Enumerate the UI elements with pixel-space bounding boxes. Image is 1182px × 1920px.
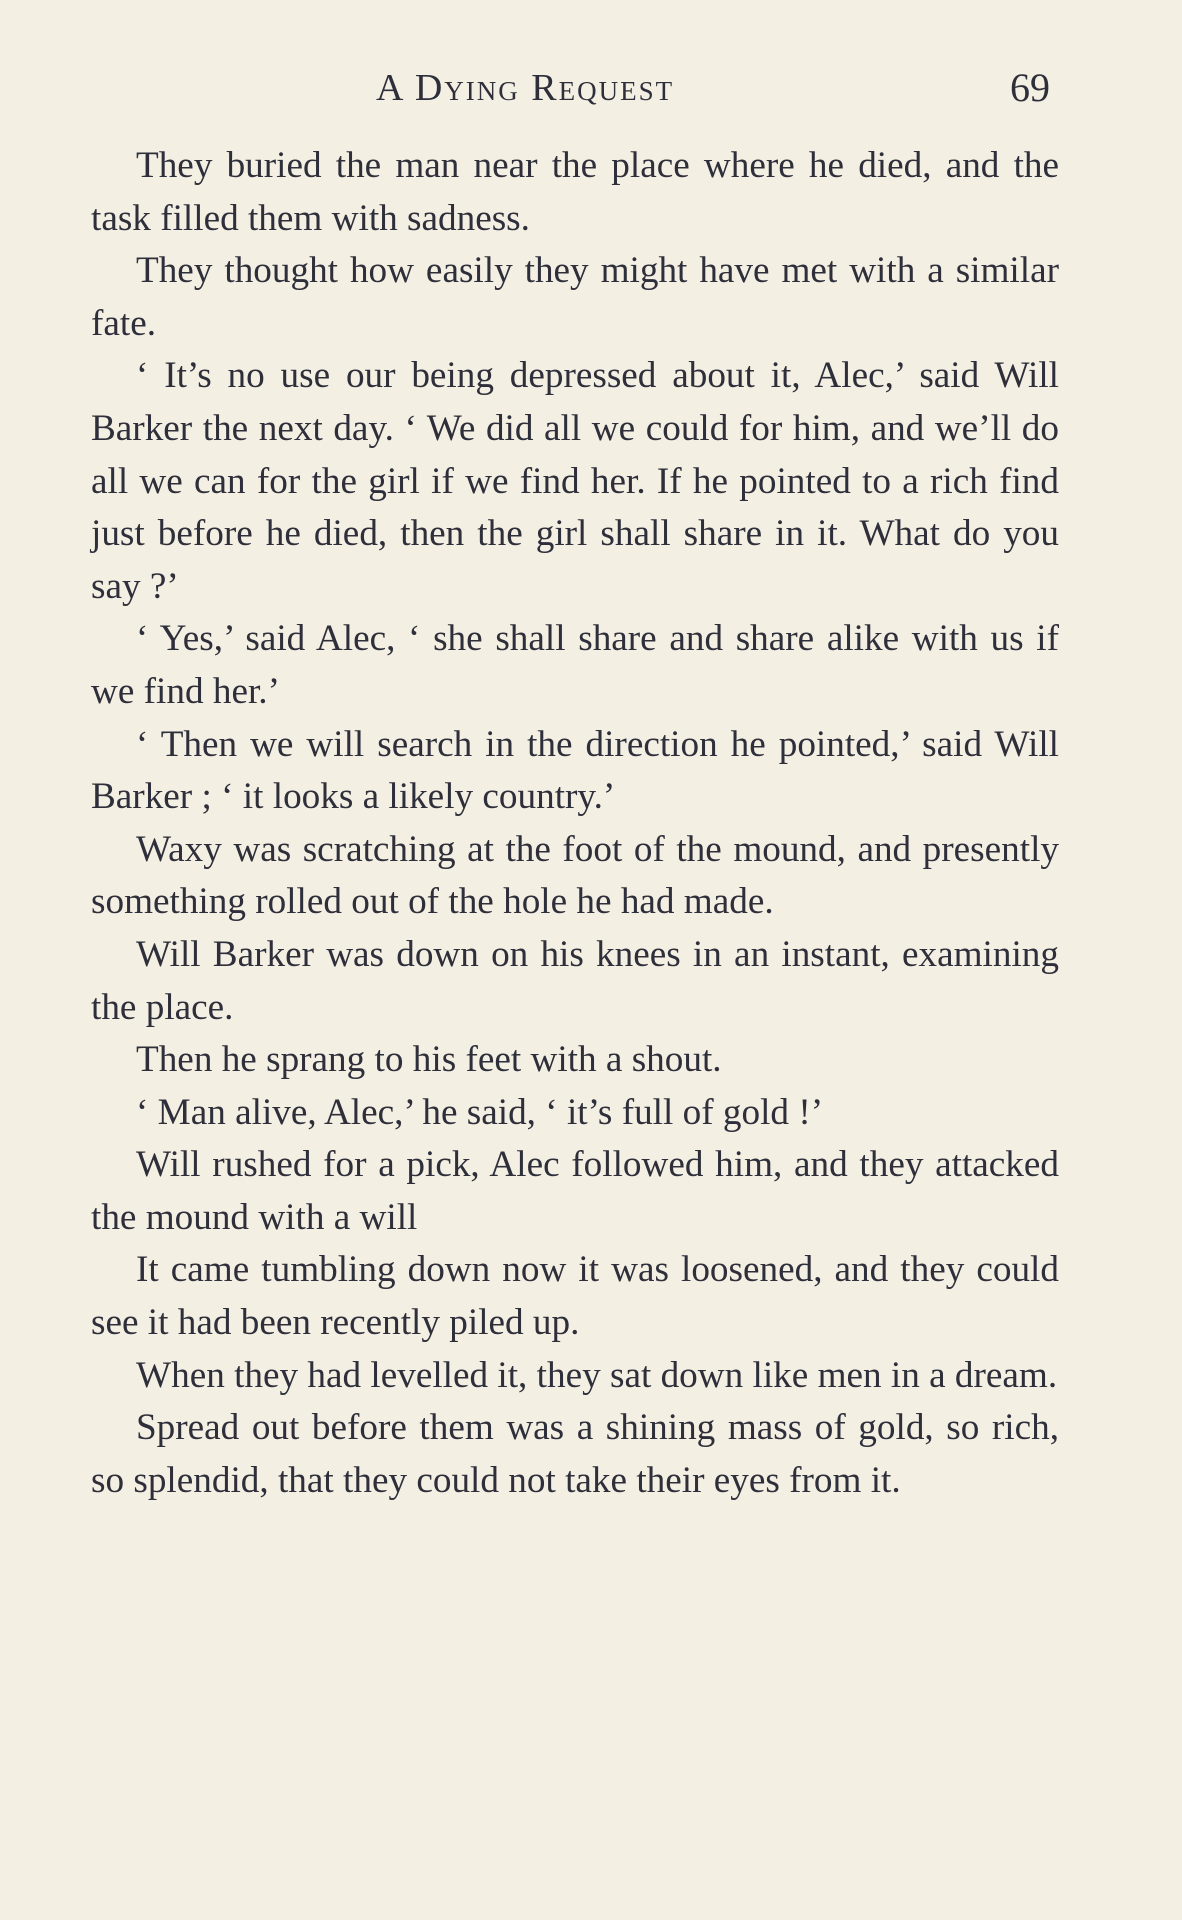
paragraph: Will rushed for a pick, Alec followed him, and they attacked the mound with a will [91, 1144, 1059, 1238]
paragraph: Waxy was scratching at the foot of the mound, and presently something rolled out of the hole he had made. [91, 828, 1059, 923]
body-text [91, 140, 1059, 1507]
running-title: A Dying Request [376, 67, 675, 109]
paragraph: They buried the man near the place where he died, and the task filled them with sadness. [91, 145, 1059, 239]
paragraph: ‘ Then we will search in the direction he pointed,’ said Will Barker ; ‘ it looks a likely country.’ [91, 723, 1059, 818]
paragraph: ‘ It’s no use our being depressed about it, Alec,’ said Will Barker the next day. ‘ We did all we could for him, and we’ll do all we can for the girl if we find her. If he pointed to a rich find just before he died, then the girl shall share in it. What do you say ?’ [91, 355, 1059, 607]
paragraph: It came tumbling down now it was loosened, and they could see it had been recently piled up. [91, 1249, 1059, 1344]
page-number: 69 [1010, 65, 1050, 110]
paragraph: ‘ Man alive, Alec,’ he said, ‘ it’s full of gold !’ [136, 1091, 824, 1133]
paragraph: Then he sprang to his feet with a shout. [136, 1039, 722, 1081]
paragraph: Spread out before them was a shining mass of gold, so rich, so splendid, that they could not take their eyes from it. [91, 1407, 1059, 1501]
paragraph: They thought how easily they might have met with a similar fate. [91, 250, 1059, 344]
paragraph: Will Barker was down on his knees in an instant, examining the place. [91, 933, 1059, 1028]
page-header [0, 58, 1182, 118]
paragraph: ‘ Yes,’ said Alec, ‘ she shall share and share alike with us if we find her.’ [91, 618, 1059, 712]
paragraph: When they had levelled it, they sat down like men in a dream. [136, 1354, 1058, 1396]
